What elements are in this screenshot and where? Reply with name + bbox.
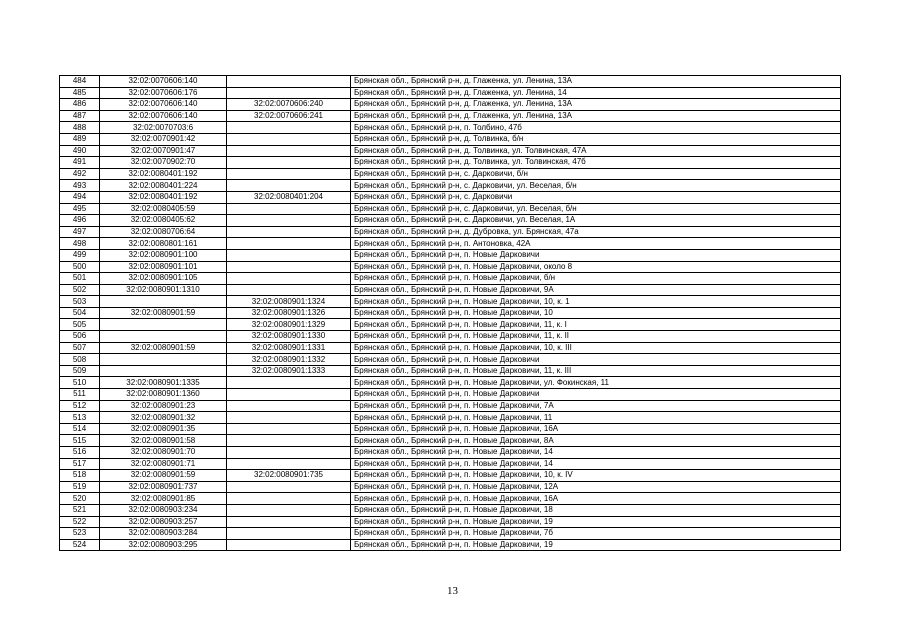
building-cadastral-cell — [227, 261, 351, 273]
cadastral-number-cell: 32:02:0080903:257 — [100, 516, 227, 528]
cadastral-number-cell: 32:02:0070606:140 — [100, 99, 227, 111]
cadastral-number-cell — [100, 296, 227, 308]
address-cell: Брянская обл., Брянский р-н, п. Новые Дарковичи, 16А — [351, 423, 841, 435]
table-row — [60, 319, 841, 331]
cadastral-number-cell: 32:02:0080901:71 — [100, 458, 227, 470]
address-cell: Брянская обл., Брянский р-н, п. Новые Дарковичи, 10, к. IV — [351, 470, 841, 482]
row-number-cell: 501 — [60, 273, 100, 285]
table-row — [60, 249, 841, 261]
address-cell: Брянская обл., Брянский р-н, д. Толвинка, ул. Толвинская, 47б — [351, 157, 841, 169]
cadastral-number-cell: 32:02:0080401:224 — [100, 180, 227, 192]
table-body — [60, 76, 841, 551]
row-number-cell: 487 — [60, 110, 100, 122]
table-row — [60, 481, 841, 493]
table-row — [60, 157, 841, 169]
cadastral-number-cell: 32:02:0080706:64 — [100, 226, 227, 238]
row-number-cell: 493 — [60, 180, 100, 192]
address-cell: Брянская обл., Брянский р-н, д. Глаженка, ул. Ленина, 13А — [351, 110, 841, 122]
building-cadastral-cell: 32:02:0070606:241 — [227, 110, 351, 122]
table-row — [60, 87, 841, 99]
address-cell: Брянская обл., Брянский р-н, п. Новые Дарковичи, 14 — [351, 447, 841, 459]
row-number-cell: 516 — [60, 447, 100, 459]
address-cell: Брянская обл., Брянский р-н, п. Антоновка, 42А — [351, 238, 841, 250]
table-row — [60, 99, 841, 111]
building-cadastral-cell: 32:02:0080901:1330 — [227, 331, 351, 343]
building-cadastral-cell — [227, 168, 351, 180]
address-cell: Брянская обл., Брянский р-н, п. Новые Дарковичи, 11, к. II — [351, 331, 841, 343]
building-cadastral-cell — [227, 133, 351, 145]
building-cadastral-cell — [227, 400, 351, 412]
cadastral-number-cell: 32:02:0080401:192 — [100, 191, 227, 203]
row-number-cell: 522 — [60, 516, 100, 528]
cadastral-number-cell: 32:02:0080901:32 — [100, 412, 227, 424]
row-number-cell: 497 — [60, 226, 100, 238]
building-cadastral-cell — [227, 516, 351, 528]
address-cell: Брянская обл., Брянский р-н, п. Новые Дарковичи, около 8 — [351, 261, 841, 273]
building-cadastral-cell: 32:02:0080901:735 — [227, 470, 351, 482]
cadastral-number-cell: 32:02:0080901:23 — [100, 400, 227, 412]
table-row — [60, 203, 841, 215]
row-number-cell: 504 — [60, 307, 100, 319]
table-row — [60, 273, 841, 285]
building-cadastral-cell: 32:02:0080901:1332 — [227, 354, 351, 366]
table-row — [60, 133, 841, 145]
table-row — [60, 307, 841, 319]
address-cell: Брянская обл., Брянский р-н, с. Дарковичи, ул. Веселая, б/н — [351, 180, 841, 192]
table-row — [60, 122, 841, 134]
building-cadastral-cell — [227, 504, 351, 516]
cadastral-table — [59, 75, 841, 551]
address-cell: Брянская обл., Брянский р-н, с. Дарковичи, б/н — [351, 168, 841, 180]
address-cell: Брянская обл., Брянский р-н, п. Новые Дарковичи, 19 — [351, 516, 841, 528]
address-cell: Брянская обл., Брянский р-н, п. Новые Дарковичи, 7б — [351, 528, 841, 540]
building-cadastral-cell — [227, 157, 351, 169]
address-cell: Брянская обл., Брянский р-н, п. Новые Дарковичи, 10, к. III — [351, 342, 841, 354]
address-cell: Брянская обл., Брянский р-н, п. Новые Дарковичи, 9А — [351, 284, 841, 296]
building-cadastral-cell: 32:02:0070606:240 — [227, 99, 351, 111]
address-cell: Брянская обл., Брянский р-н, п. Новые Дарковичи — [351, 389, 841, 401]
cadastral-number-cell: 32:02:0080903:284 — [100, 528, 227, 540]
row-number-cell: 509 — [60, 365, 100, 377]
building-cadastral-cell — [227, 377, 351, 389]
building-cadastral-cell — [227, 493, 351, 505]
cadastral-number-cell — [100, 365, 227, 377]
cadastral-number-cell — [100, 319, 227, 331]
cadastral-number-cell: 32:02:0080901:35 — [100, 423, 227, 435]
building-cadastral-cell — [227, 215, 351, 227]
row-number-cell: 519 — [60, 481, 100, 493]
row-number-cell: 486 — [60, 99, 100, 111]
row-number-cell: 494 — [60, 191, 100, 203]
building-cadastral-cell: 32:02:0080901:1333 — [227, 365, 351, 377]
table-row — [60, 493, 841, 505]
row-number-cell: 495 — [60, 203, 100, 215]
building-cadastral-cell — [227, 122, 351, 134]
building-cadastral-cell: 32:02:0080901:1324 — [227, 296, 351, 308]
address-cell: Брянская обл., Брянский р-н, п. Новые Дарковичи — [351, 249, 841, 261]
cadastral-number-cell: 32:02:0080901:58 — [100, 435, 227, 447]
cadastral-number-cell: 32:02:0080801:161 — [100, 238, 227, 250]
cadastral-number-cell: 32:02:0070606:176 — [100, 87, 227, 99]
building-cadastral-cell — [227, 481, 351, 493]
cadastral-number-cell: 32:02:0080901:1310 — [100, 284, 227, 296]
cadastral-number-cell: 32:02:0080901:100 — [100, 249, 227, 261]
row-number-cell: 503 — [60, 296, 100, 308]
table-row — [60, 180, 841, 192]
building-cadastral-cell — [227, 87, 351, 99]
row-number-cell: 496 — [60, 215, 100, 227]
building-cadastral-cell — [227, 238, 351, 250]
address-cell: Брянская обл., Брянский р-н, п. Новые Дарковичи, 12А — [351, 481, 841, 493]
table-row — [60, 458, 841, 470]
row-number-cell: 510 — [60, 377, 100, 389]
row-number-cell: 505 — [60, 319, 100, 331]
table-row — [60, 191, 841, 203]
building-cadastral-cell — [227, 145, 351, 157]
address-cell: Брянская обл., Брянский р-н, п. Новые Дарковичи, 11 — [351, 412, 841, 424]
building-cadastral-cell — [227, 528, 351, 540]
table-row — [60, 365, 841, 377]
cadastral-number-cell: 32:02:0080901:70 — [100, 447, 227, 459]
cadastral-number-cell: 32:02:0080901:101 — [100, 261, 227, 273]
address-cell: Брянская обл., Брянский р-н, п. Новые Дарковичи, 11, к. III — [351, 365, 841, 377]
cadastral-number-cell: 32:02:0080901:105 — [100, 273, 227, 285]
row-number-cell: 491 — [60, 157, 100, 169]
address-cell: Брянская обл., Брянский р-н, п. Новые Дарковичи, 16А — [351, 493, 841, 505]
row-number-cell: 517 — [60, 458, 100, 470]
table-row — [60, 331, 841, 343]
building-cadastral-cell — [227, 389, 351, 401]
address-cell: Брянская обл., Брянский р-н, п. Новые Дарковичи, 10, к. 1 — [351, 296, 841, 308]
address-cell: Брянская обл., Брянский р-н, п. Новые Дарковичи, 18 — [351, 504, 841, 516]
building-cadastral-cell — [227, 539, 351, 551]
row-number-cell: 485 — [60, 87, 100, 99]
table-row — [60, 342, 841, 354]
building-cadastral-cell — [227, 249, 351, 261]
row-number-cell: 500 — [60, 261, 100, 273]
table-row — [60, 215, 841, 227]
row-number-cell: 507 — [60, 342, 100, 354]
cadastral-number-cell: 32:02:0080901:85 — [100, 493, 227, 505]
building-cadastral-cell — [227, 447, 351, 459]
building-cadastral-cell — [227, 412, 351, 424]
table-row — [60, 377, 841, 389]
page-number: 13 — [447, 585, 458, 597]
building-cadastral-cell: 32:02:0080401:204 — [227, 191, 351, 203]
table-row — [60, 238, 841, 250]
address-cell: Брянская обл., Брянский р-н, д. Толвинка, б/н — [351, 133, 841, 145]
table-row — [60, 168, 841, 180]
table-row — [60, 539, 841, 551]
table-row — [60, 284, 841, 296]
building-cadastral-cell — [227, 203, 351, 215]
table-row — [60, 400, 841, 412]
address-cell: Брянская обл., Брянский р-н, п. Новые Дарковичи, 10 — [351, 307, 841, 319]
address-cell: Брянская обл., Брянский р-н, с. Дарковичи — [351, 191, 841, 203]
address-cell: Брянская обл., Брянский р-н, д. Дубровка, ул. Брянская, 47а — [351, 226, 841, 238]
address-cell: Брянская обл., Брянский р-н, с. Дарковичи, ул. Веселая, б/н — [351, 203, 841, 215]
address-cell: Брянская обл., Брянский р-н, д. Глаженка, ул. Ленина, 14 — [351, 87, 841, 99]
address-cell: Брянская обл., Брянский р-н, п. Новые Дарковичи — [351, 354, 841, 366]
building-cadastral-cell — [227, 226, 351, 238]
address-cell: Брянская обл., Брянский р-н, д. Толвинка, ул. Толвинская, 47А — [351, 145, 841, 157]
cadastral-number-cell: 32:02:0080401:192 — [100, 168, 227, 180]
table-row — [60, 447, 841, 459]
table-row — [60, 261, 841, 273]
building-cadastral-cell — [227, 180, 351, 192]
row-number-cell: 499 — [60, 249, 100, 261]
table-row — [60, 516, 841, 528]
row-number-cell: 506 — [60, 331, 100, 343]
address-cell: Брянская обл., Брянский р-н, п. Новые Дарковичи, ул. Фокинская, 11 — [351, 377, 841, 389]
row-number-cell: 489 — [60, 133, 100, 145]
cadastral-number-cell: 32:02:0080903:295 — [100, 539, 227, 551]
address-cell: Брянская обл., Брянский р-н, п. Толбино, 47б — [351, 122, 841, 134]
row-number-cell: 512 — [60, 400, 100, 412]
cadastral-number-cell — [100, 354, 227, 366]
row-number-cell: 502 — [60, 284, 100, 296]
cadastral-number-cell: 32:02:0080901:59 — [100, 470, 227, 482]
row-number-cell: 513 — [60, 412, 100, 424]
row-number-cell: 488 — [60, 122, 100, 134]
cadastral-number-cell: 32:02:0070703:6 — [100, 122, 227, 134]
cadastral-number-cell: 32:02:0070901:47 — [100, 145, 227, 157]
building-cadastral-cell — [227, 423, 351, 435]
building-cadastral-cell — [227, 435, 351, 447]
row-number-cell: 508 — [60, 354, 100, 366]
row-number-cell: 515 — [60, 435, 100, 447]
table-row — [60, 504, 841, 516]
cadastral-number-cell: 32:02:0080901:59 — [100, 307, 227, 319]
cadastral-number-cell: 32:02:0070901:42 — [100, 133, 227, 145]
table-row — [60, 296, 841, 308]
address-cell: Брянская обл., Брянский р-н, п. Новые Дарковичи, 8А — [351, 435, 841, 447]
row-number-cell: 484 — [60, 76, 100, 88]
table-row — [60, 76, 841, 88]
table-row — [60, 470, 841, 482]
row-number-cell: 511 — [60, 389, 100, 401]
building-cadastral-cell — [227, 284, 351, 296]
cadastral-number-cell: 32:02:0070606:140 — [100, 110, 227, 122]
table-row — [60, 423, 841, 435]
table-row — [60, 145, 841, 157]
table-row — [60, 226, 841, 238]
cadastral-number-cell: 32:02:0080903:234 — [100, 504, 227, 516]
row-number-cell: 492 — [60, 168, 100, 180]
table-row — [60, 389, 841, 401]
cadastral-number-cell: 32:02:0080901:737 — [100, 481, 227, 493]
table-row — [60, 412, 841, 424]
table-row — [60, 528, 841, 540]
cadastral-number-cell — [100, 331, 227, 343]
cadastral-number-cell: 32:02:0080901:1360 — [100, 389, 227, 401]
address-cell: Брянская обл., Брянский р-н, п. Новые Дарковичи, 19 — [351, 539, 841, 551]
row-number-cell: 514 — [60, 423, 100, 435]
row-number-cell: 518 — [60, 470, 100, 482]
row-number-cell: 490 — [60, 145, 100, 157]
address-cell: Брянская обл., Брянский р-н, д. Глаженка, ул. Ленина, 13А — [351, 76, 841, 88]
address-cell: Брянская обл., Брянский р-н, с. Дарковичи, ул. Веселая, 1А — [351, 215, 841, 227]
cadastral-number-cell: 32:02:0080901:59 — [100, 342, 227, 354]
address-cell: Брянская обл., Брянский р-н, п. Новые Дарковичи, 14 — [351, 458, 841, 470]
cadastral-number-cell: 32:02:0080405:59 — [100, 203, 227, 215]
row-number-cell: 523 — [60, 528, 100, 540]
address-cell: Брянская обл., Брянский р-н, п. Новые Дарковичи, 7А — [351, 400, 841, 412]
building-cadastral-cell — [227, 76, 351, 88]
address-cell: Брянская обл., Брянский р-н, п. Новые Дарковичи, 11, к. I — [351, 319, 841, 331]
cadastral-number-cell: 32:02:0070902:70 — [100, 157, 227, 169]
address-cell: Брянская обл., Брянский р-н, п. Новые Дарковичи, б/н — [351, 273, 841, 285]
cadastral-number-cell: 32:02:0070606:140 — [100, 76, 227, 88]
row-number-cell: 498 — [60, 238, 100, 250]
table-row — [60, 435, 841, 447]
row-number-cell: 521 — [60, 504, 100, 516]
row-number-cell: 524 — [60, 539, 100, 551]
cadastral-number-cell: 32:02:0080405:62 — [100, 215, 227, 227]
table-row — [60, 110, 841, 122]
building-cadastral-cell: 32:02:0080901:1329 — [227, 319, 351, 331]
building-cadastral-cell: 32:02:0080901:1326 — [227, 307, 351, 319]
address-cell: Брянская обл., Брянский р-н, д. Глаженка, ул. Ленина, 13А — [351, 99, 841, 111]
building-cadastral-cell — [227, 273, 351, 285]
building-cadastral-cell — [227, 458, 351, 470]
building-cadastral-cell: 32:02:0080901:1331 — [227, 342, 351, 354]
row-number-cell: 520 — [60, 493, 100, 505]
cadastral-number-cell: 32:02:0080901:1335 — [100, 377, 227, 389]
table-row — [60, 354, 841, 366]
